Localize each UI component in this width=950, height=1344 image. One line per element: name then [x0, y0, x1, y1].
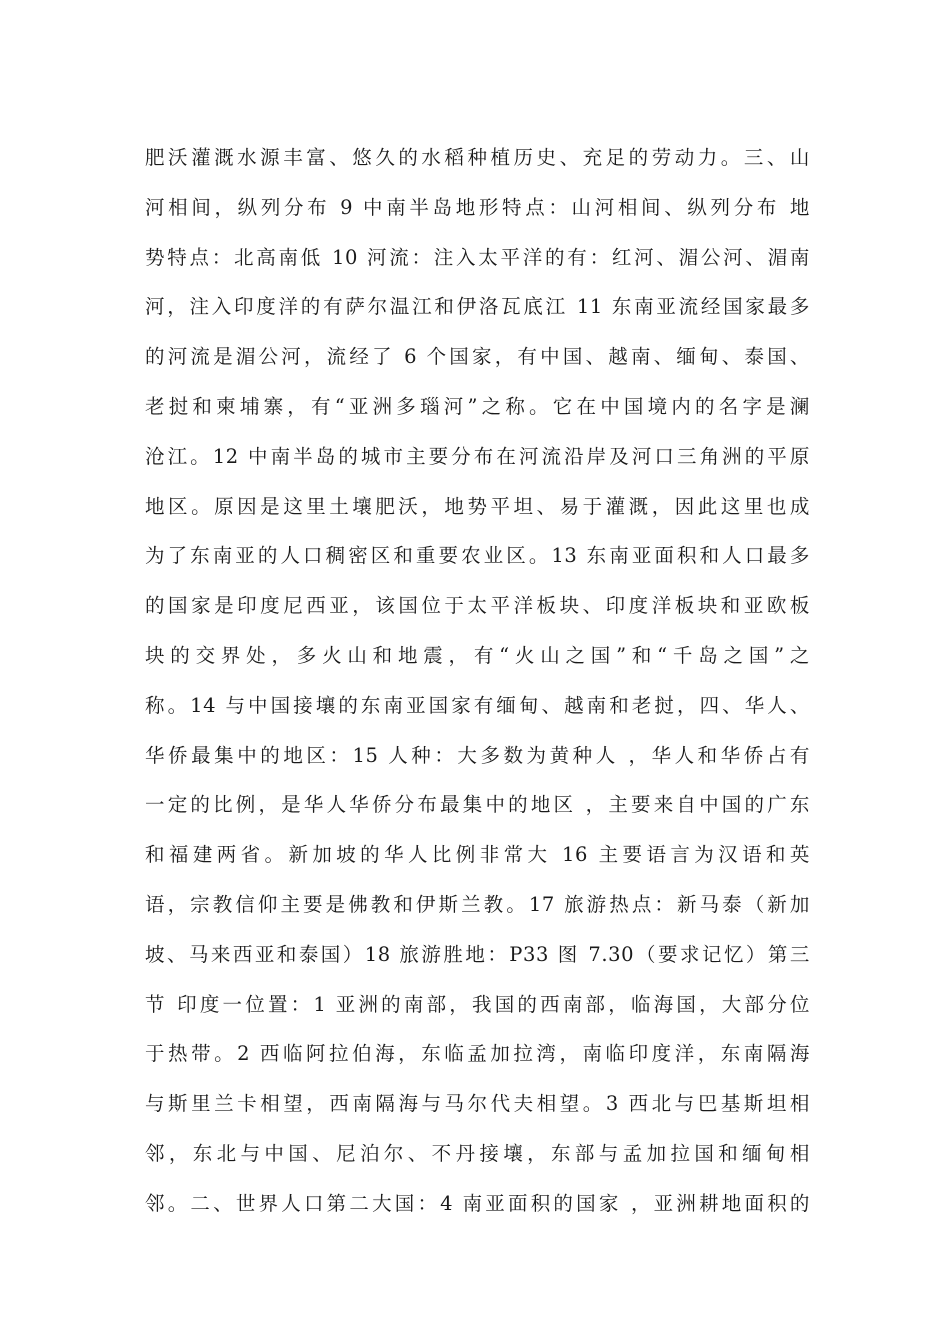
text-line-1: 肥沃灌溉水源丰富、悠久的水稻种植历史、充足的劳动力。三、山 [145, 146, 810, 169]
text-line-22: 邻。二、世界人口第二大国：4 南亚面积的国家 ，亚洲耕地面积的 [145, 1191, 810, 1215]
text-line-3: 势特点：北高南低 10 河流：注入太平洋的有：红河、湄公河、湄南 [145, 245, 810, 269]
text-line-9: 为了东南亚的人口稠密区和重要农业区。13 东南亚面积和人口最多 [145, 544, 810, 568]
text-line-18: 节 印度一位置：1 亚洲的南部，我国的西南部，临海国，大部分位 [145, 992, 810, 1016]
text-line-11: 块的交界处，多火山和地震，有“火山之国”和“千岛之国”之 [145, 643, 810, 667]
text-line-16: 语，宗教信仰主要是佛教和伊斯兰教。17 旅游热点：新马泰（新加 [145, 892, 810, 916]
text-line-8: 地区。原因是这里土壤肥沃，地势平坦、易于灌溉，因此这里也成 [145, 494, 810, 518]
text-line-21: 邻，东北与中国、尼泊尔、不丹接壤，东部与孟加拉国和缅甸相 [145, 1141, 810, 1165]
text-line-17: 坡、马来西亚和泰国）18 旅游胜地：P33 图 7.30（要求记忆）第三 [145, 942, 810, 966]
text-line-6: 老挝和柬埔寨，有“亚洲多瑙河”之称。它在中国境内的名字是澜 [145, 394, 810, 418]
text-line-2: 河相间，纵列分布 9 中南半岛地形特点：山河相间、纵列分布 地 [145, 195, 810, 219]
text-line-7: 沧江。12 中南半岛的城市主要分布在河流沿岸及河口三角洲的平原 [145, 444, 810, 468]
text-line-13: 华侨最集中的地区：15 人种：大多数为黄种人 ，华人和华侨占有 [145, 743, 810, 767]
text-line-12: 称。14 与中国接壤的东南亚国家有缅甸、越南和老挝，四、华人、 [145, 693, 810, 717]
text-line-14: 一定的比例，是华人华侨分布最集中的地区 ，主要来自中国的广东 [145, 793, 810, 817]
text-line-5: 的河流是湄公河，流经了 6 个国家，有中国、越南、缅甸、泰国、 [145, 345, 810, 369]
text-line-4: 河，注入印度洋的有萨尔温江和伊洛瓦底江 11 东南亚流经国家最多 [145, 295, 810, 319]
text-line-20: 与斯里兰卡相望，西南隔海与马尔代夫相望。3 西北与巴基斯坦相 [145, 1092, 810, 1116]
text-line-15: 和福建两省。新加坡的华人比例非常大 16 主要语言为汉语和英 [145, 843, 810, 867]
body-text [145, 133, 810, 1229]
text-line-10: 的国家是印度尼西亚，该国位于太平洋板块、印度洋板块和亚欧板 [145, 594, 810, 618]
text-line-19: 于热带。2 西临阿拉伯海，东临孟加拉湾，南临印度洋，东南隔海 [145, 1042, 810, 1066]
